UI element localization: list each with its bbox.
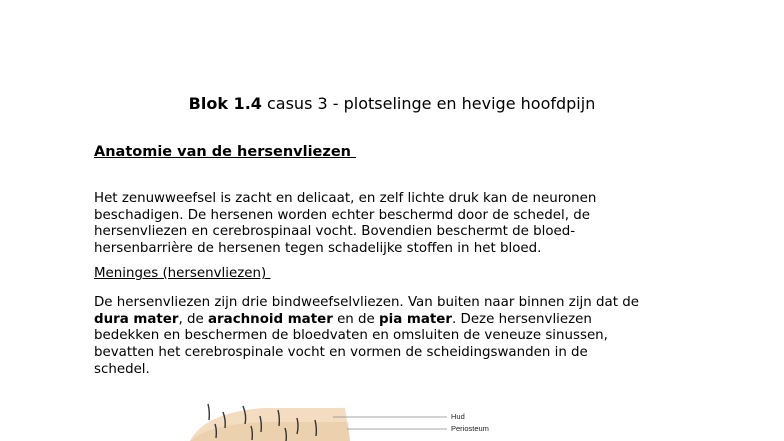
paragraph-line: bedekken en beschermen de bloedvaten en omsluiten de veneuze sinussen,	[94, 328, 608, 344]
paragraph-line: hersenbarrière de hersenen tegen schadelijke stoffen in het bloed.	[94, 241, 542, 257]
text-fragment: , de	[178, 311, 209, 327]
section-heading: Anatomie van de hersenvliezen	[94, 144, 357, 160]
meninges-illustration	[185, 398, 505, 441]
paragraph-line	[94, 312, 704, 329]
title-rest: casus 3 - plotselinge en hevige hoofdpijn	[261, 94, 596, 113]
paragraph-line: bevatten het cerebrospinale vocht en vormen de scheidingswanden in de	[94, 345, 588, 361]
label-periosteum: Periosteum	[451, 424, 489, 433]
paragraph-line: hersenvliezen en cerebrospinaal vocht. Bovendien beschermt de bloed-	[94, 224, 576, 240]
subsection-heading: Meninges (hersenvliezen)	[94, 266, 271, 281]
text-fragment: en de	[332, 311, 380, 327]
intro-paragraph	[94, 191, 704, 258]
paragraph-line: beschadigen. De hersenen worden echter beschermd door de schedel, de	[94, 207, 590, 223]
label-hud: Hud	[451, 412, 465, 421]
page-title	[0, 94, 784, 114]
paragraph-line: Het zenuwweefsel is zacht en delicaat, en zelf lichte druk kan de neuronen	[94, 191, 597, 206]
term-arachnoid-mater: arachnoid mater	[208, 311, 333, 327]
meninges-paragraph	[94, 295, 704, 379]
title-bold: Blok 1.4	[188, 94, 262, 113]
term-pia-mater: pia mater	[379, 311, 452, 327]
text-fragment: . Deze hersenvliezen	[452, 311, 592, 327]
term-dura-mater: dura mater	[94, 311, 179, 327]
paragraph-line: De hersenvliezen zijn drie bindweefselvliezen. Van buiten naar binnen zijn dat de	[94, 295, 639, 310]
paragraph-line: schedel.	[94, 361, 150, 377]
